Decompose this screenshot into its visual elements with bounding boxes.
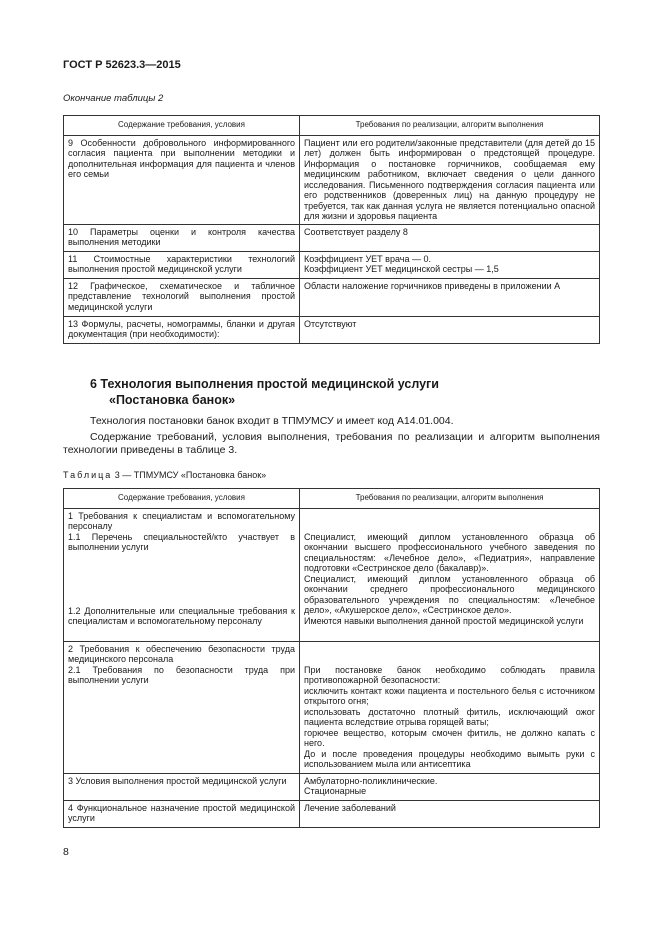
- table-cell: [300, 773, 600, 800]
- cell-line: При постановке банок необходимо соблюдать правила противопожарной безопасности:: [304, 664, 595, 685]
- cell-line: Коэффициент УЕТ врача — 0.: [304, 253, 431, 264]
- cell-line: 2.1 Требования по безопасности труда при выполнении услуги: [68, 664, 295, 685]
- cell-line: Имеются навыки выполнения данной простой медицинской услуги: [304, 615, 584, 626]
- table-cell: 10 Параметры оценки и контроля качества выполнения методики: [64, 224, 300, 251]
- table-header-col2: Требования по реализации, алгоритм выполнения: [300, 116, 600, 136]
- page-number: 8: [63, 846, 69, 858]
- table-row: [64, 641, 600, 773]
- cell-line: 1.1 Перечень специальностей/кто участвует в выполнении услуги: [68, 531, 295, 552]
- table-caption-label: Таблица: [63, 470, 113, 480]
- table-cell: Соответствует разделу 8: [300, 224, 600, 251]
- cell-line: 1 Требования к специалистам и вспомогательному персоналу: [68, 510, 295, 531]
- table-cell: [64, 508, 300, 641]
- table-cell: [300, 251, 600, 278]
- cell-spacer: [304, 644, 595, 665]
- cell-line: использовать достаточно плотный фитиль, исключающий ожог пациента вследствие отрыва горящей ваты;: [304, 706, 595, 727]
- table-cell: 3 Условия выполнения простой медицинской услуги: [64, 773, 300, 800]
- table-row: [64, 251, 600, 278]
- table-cell: 11 Стоимостные характеристики технологий выполнения простой медицинской услуги: [64, 251, 300, 278]
- table-header-col1: Содержание требования, условия: [64, 489, 300, 509]
- cell-line: До и после проведения процедуры необходимо вымыть руки с использованием мыла или антисептика: [304, 748, 595, 769]
- table-cell: [300, 641, 600, 773]
- paragraph: Технология постановки банок входит в ТПМУМСУ и имеет код А14.01.004.: [90, 415, 454, 427]
- table-row: [64, 224, 600, 251]
- table-cell: 4 Функциональное назначение простой медицинской услуги: [64, 800, 300, 827]
- cell-line: Коэффициент УЕТ медицинской сестры — 1,5: [304, 264, 499, 274]
- table-cell: Лечение заболеваний: [300, 800, 600, 827]
- table-3: [63, 488, 600, 828]
- cell-line: Специалист, имеющий диплом установленного образца об окончании высшего профессионального учебного заведения по специальностям: «Лечебное дело», «Педиатрия», направление подготовки «Сестринское дело (бакалавр)».: [304, 531, 595, 573]
- table-header-col2: Требования по реализации, алгоритм выполнения: [300, 489, 600, 509]
- table-cell: [64, 641, 300, 773]
- table-caption-text: 3 — ТПМУМСУ «Постановка банок»: [112, 470, 267, 480]
- section-title-line: 6 Технология выполнения простой медицинской услуги: [90, 377, 439, 391]
- section-6-title: [90, 376, 590, 408]
- cell-line: исключить контакт кожи пациента и постельного белья с источником открытого огня;: [304, 685, 595, 706]
- cell-line: 2 Требования к обеспечению безопасности труда медицинского персонала: [68, 643, 295, 664]
- paragraph: Содержание требований, условия выполнения, требования по реализации и алгоритм выполнения технологии приведены в таблице 3.: [63, 431, 600, 456]
- document-header: ГОСТ Р 52623.3—2015: [63, 59, 181, 71]
- table-cell: [300, 508, 600, 641]
- table-cell: 13 Формулы, расчеты, номограммы, бланки и другая документация (при необходимости):: [64, 316, 300, 343]
- cell-line: Стационарные: [304, 786, 367, 796]
- table-header-row: [64, 116, 600, 136]
- cell-line: Специалист, имеющий диплом установленного образца об окончании среднего профессионального медицинского образовательного учреждения по специальностям: «Лечебное дело», «Акушерское дело», «Сестринское дело».: [304, 573, 595, 615]
- table-row: [64, 278, 600, 316]
- cell-line: 1.2 Дополнительные или специальные требования к специалистам и вспомогательному персоналу: [68, 605, 295, 626]
- table-row: [64, 508, 600, 641]
- cell-spacer: [304, 511, 595, 532]
- cell-spacer: [68, 553, 295, 606]
- section-title-line: «Постановка банок»: [109, 393, 236, 407]
- table-header-row: [64, 489, 600, 509]
- table-cell: 12 Графическое, схематическое и табличное представление технологий выполнения простой медицинской услуги: [64, 278, 300, 316]
- table-cell: 9 Особенности добровольного информированного согласия пациента при выполнении методики и дополнительная информация для пациента и членов его семьи: [64, 135, 300, 224]
- table-3-caption: [63, 470, 266, 480]
- table-continuation-note: Окончание таблицы 2: [63, 93, 164, 104]
- table-row: [64, 773, 600, 800]
- cell-line: Амбулаторно-поликлинические.: [304, 775, 438, 786]
- table-row: [64, 800, 600, 827]
- table-2-end: [63, 115, 600, 344]
- table-row: [64, 316, 600, 343]
- table-cell: Отсутствуют: [300, 316, 600, 343]
- table-header-col1: Содержание требования, условия: [64, 116, 300, 136]
- table-cell: Пациент или его родители/законные представители (для детей до 15 лет) должен быть информирован о предстоящей процедуре. Информация о постановке горчичников, сообщаемая ему медицинским работником, включает сведения о цели данного исследования. Письменного подтверждения согласия пациента или его родственников (доверенных лиц) на данную процедуру не требуется, так как данная услуга не является потенциально опасной для жизни и здоровья пациента: [300, 135, 600, 224]
- cell-line: горючее вещество, которым смочен фитиль, не должно капать с него.: [304, 727, 595, 748]
- table-row: [64, 135, 600, 224]
- table-cell: Области наложение горчичников приведены в приложении А: [300, 278, 600, 316]
